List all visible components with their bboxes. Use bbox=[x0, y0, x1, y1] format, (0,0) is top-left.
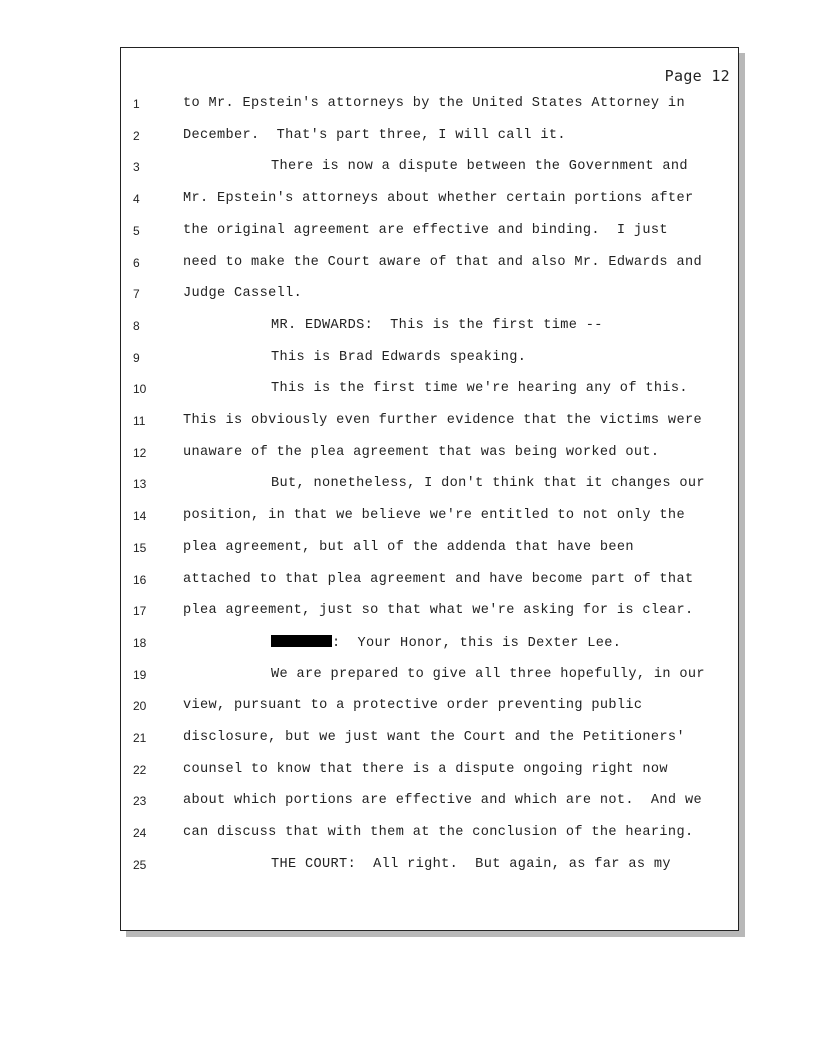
line-content: need to make the Court aware of that and also Mr. Edwards and bbox=[183, 254, 702, 270]
line-number: 3 bbox=[133, 160, 140, 175]
line-content: This is the first time we're hearing any of this. bbox=[271, 381, 688, 397]
line-content: This is obviously even further evidence that the victims were bbox=[183, 413, 702, 428]
line-number: 14 bbox=[133, 509, 147, 524]
transcript-line bbox=[121, 603, 738, 623]
transcript-line bbox=[121, 667, 738, 687]
transcript-line bbox=[121, 159, 738, 179]
transcript-line bbox=[121, 350, 738, 370]
line-text bbox=[183, 762, 668, 777]
line-number: 24 bbox=[133, 826, 147, 841]
line-text bbox=[183, 476, 705, 491]
transcript-line bbox=[121, 730, 738, 750]
transcript-line bbox=[121, 318, 738, 338]
line-number: 23 bbox=[133, 794, 147, 809]
line-text bbox=[183, 698, 642, 713]
transcript-line bbox=[121, 635, 738, 655]
line-number: 16 bbox=[133, 572, 147, 587]
line-text bbox=[183, 159, 688, 174]
line-text bbox=[183, 825, 693, 840]
line-content: But, nonetheless, I don't think that it changes our bbox=[271, 476, 705, 492]
line-content: plea agreement, but all of the addenda that have been bbox=[183, 539, 634, 555]
line-content: This is Brad Edwards speaking. bbox=[271, 349, 527, 365]
line-text bbox=[183, 540, 634, 555]
line-text bbox=[183, 667, 705, 682]
line-number: 2 bbox=[133, 128, 140, 143]
line-text bbox=[183, 350, 526, 365]
transcript-line bbox=[121, 381, 738, 401]
line-text bbox=[183, 191, 693, 206]
line-number: 9 bbox=[133, 350, 140, 365]
transcript-line bbox=[121, 793, 738, 813]
line-content: There is now a dispute between the Government and bbox=[271, 159, 688, 175]
line-content: to Mr. Epstein's attorneys by the United States Attorney in bbox=[183, 96, 685, 111]
line-content: December. That's part three, I will call it. bbox=[183, 127, 566, 143]
line-number: 8 bbox=[133, 318, 140, 333]
line-text bbox=[183, 223, 668, 238]
line-number: 15 bbox=[133, 540, 147, 555]
line-content: counsel to know that there is a dispute ongoing right now bbox=[183, 761, 668, 777]
transcript-page bbox=[120, 47, 739, 931]
transcript-line bbox=[121, 698, 738, 718]
line-number: 11 bbox=[133, 414, 146, 428]
line-content: We are prepared to give all three hopefully, in our bbox=[271, 666, 705, 682]
line-text bbox=[183, 508, 685, 523]
line-content: MR. EDWARDS: This is the first time -- bbox=[271, 317, 603, 333]
line-number: 6 bbox=[133, 255, 140, 270]
line-content: plea agreement, just so that what we're asking for is clear. bbox=[183, 603, 694, 619]
transcript-line bbox=[121, 191, 738, 211]
line-content: the original agreement are effective and binding. I just bbox=[183, 222, 668, 238]
line-content: Mr. Epstein's attorneys about whether certain portions after bbox=[183, 191, 694, 207]
transcript-line bbox=[121, 825, 738, 845]
transcript-line bbox=[121, 223, 738, 243]
line-number: 22 bbox=[133, 762, 147, 777]
line-text bbox=[183, 318, 603, 333]
line-number: 5 bbox=[133, 223, 140, 238]
line-text bbox=[183, 381, 688, 396]
line-content: disclosure, but we just want the Court and the Petitioners' bbox=[183, 730, 685, 745]
line-text bbox=[183, 96, 685, 111]
transcript-line bbox=[121, 255, 738, 275]
line-number: 18 bbox=[133, 635, 147, 650]
page-number: Page 12 bbox=[664, 67, 730, 85]
line-content: THE COURT: All right. But again, as far as my bbox=[271, 856, 671, 872]
line-text bbox=[183, 793, 702, 808]
line-text bbox=[183, 413, 702, 428]
line-text bbox=[183, 255, 702, 270]
line-content: view, pursuant to a protective order preventing public bbox=[183, 698, 643, 714]
line-number: 7 bbox=[133, 287, 140, 302]
transcript-line bbox=[121, 508, 738, 528]
transcript-line bbox=[121, 857, 738, 877]
transcript-line bbox=[121, 96, 738, 116]
line-number: 10 bbox=[133, 382, 147, 397]
line-content: about which portions are effective and which are not. And we bbox=[183, 793, 702, 809]
line-content: can discuss that with them at the conclusion of the hearing. bbox=[183, 825, 694, 841]
transcript-line bbox=[121, 476, 738, 496]
transcript-line bbox=[121, 128, 738, 148]
transcript-line bbox=[121, 540, 738, 560]
line-text bbox=[183, 635, 621, 651]
line-text bbox=[183, 730, 685, 745]
line-text bbox=[183, 857, 671, 872]
line-number: 12 bbox=[133, 445, 147, 460]
transcript-line bbox=[121, 413, 738, 433]
line-text bbox=[183, 445, 659, 460]
line-content: unaware of the plea agreement that was being worked out. bbox=[183, 444, 660, 460]
line-content: position, in that we believe we're entitled to not only the bbox=[183, 508, 685, 524]
line-number: 13 bbox=[133, 477, 147, 492]
line-number: 19 bbox=[133, 667, 147, 682]
line-number: 25 bbox=[133, 857, 147, 872]
redaction-bar bbox=[271, 635, 332, 647]
transcript-line bbox=[121, 762, 738, 782]
line-number: 17 bbox=[133, 604, 147, 619]
line-text bbox=[183, 572, 693, 587]
line-text bbox=[183, 603, 693, 618]
line-number: 4 bbox=[133, 192, 140, 207]
line-text bbox=[183, 128, 566, 143]
transcript-line bbox=[121, 445, 738, 465]
transcript-line bbox=[121, 572, 738, 592]
line-content: : Your Honor, this is Dexter Lee. bbox=[332, 635, 622, 651]
line-text bbox=[183, 286, 302, 301]
line-number: 21 bbox=[133, 731, 147, 745]
line-content: attached to that plea agreement and have become part of that bbox=[183, 571, 694, 587]
line-number: 20 bbox=[133, 699, 147, 714]
transcript-line bbox=[121, 286, 738, 306]
line-number: 1 bbox=[133, 97, 140, 111]
line-content: Judge Cassell. bbox=[183, 286, 303, 302]
